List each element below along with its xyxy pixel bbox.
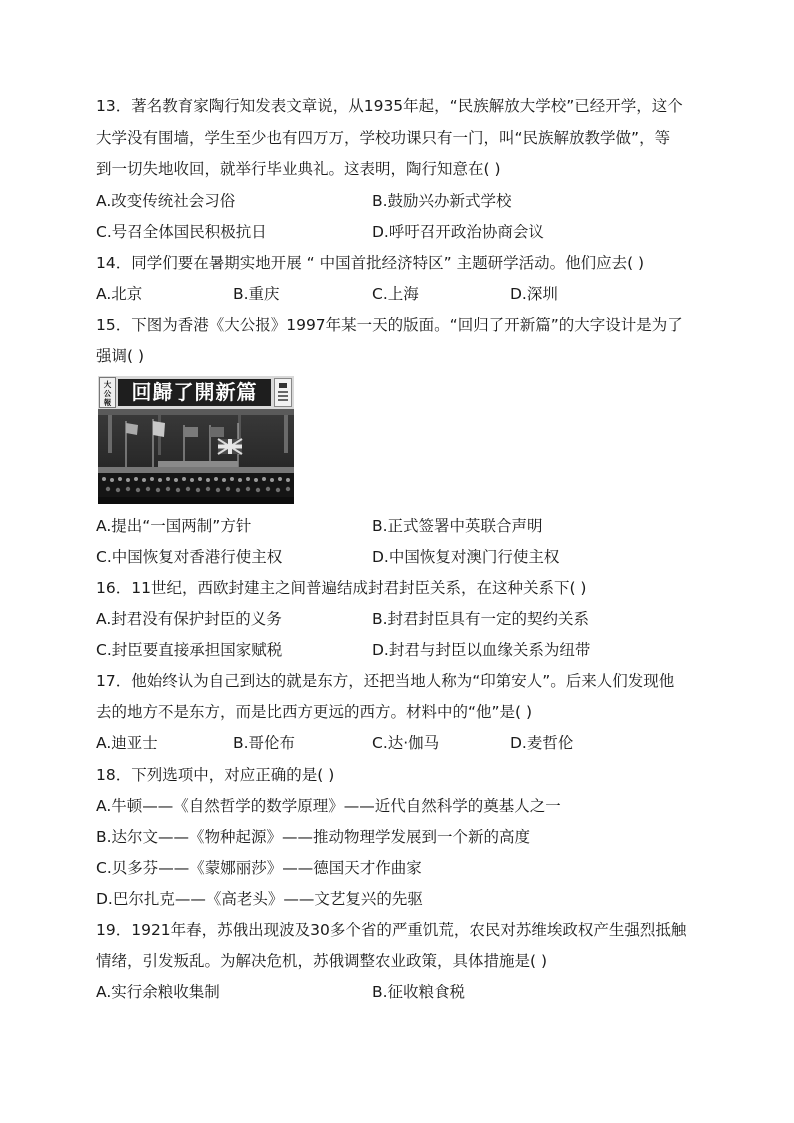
q14-option-c: C.上海	[372, 285, 419, 303]
q19-stem-line-1: 19．1921年春，苏俄出现波及30多个省的严重饥荒，农民对苏维埃政权产生强烈抵触	[96, 921, 687, 939]
q13-stem-line-2: 大学没有围墙，学生至少也有四万万，学校功课只有一门，叫“民族解放教学做”，等	[96, 129, 671, 147]
q17-option-d: D.麦哲伦	[510, 734, 574, 752]
svg-text:大: 大	[103, 380, 112, 389]
q18-option-a: A.牛顿——《自然哲学的数学原理》——近代自然科学的奠基人之一	[96, 797, 561, 815]
q16-option-c: C.封臣要直接承担国家赋税	[96, 641, 283, 659]
newspaper-header-band	[98, 376, 294, 409]
newspaper-headline: 回歸了開新篇	[131, 380, 258, 404]
q15-option-d: D.中国恢复对澳门行使主权	[372, 548, 560, 566]
q15-option-c: C.中国恢复对香港行使主权	[96, 548, 283, 566]
newspaper-side-box	[274, 378, 292, 407]
q16-option-d: D.封君与封臣以血缘关系为纽带	[372, 641, 591, 659]
q18-option-b: B.达尔文——《物种起源》——推动物理学发展到一个新的高度	[96, 828, 531, 846]
q13-option-d: D.呼吁召开政治协商会议	[372, 223, 544, 241]
q17-option-b: B.哥伦布	[233, 734, 296, 752]
q15-stem-line-2: 强调( )	[96, 347, 145, 365]
q15-option-b: B.正式签署中英联合声明	[372, 517, 543, 535]
q15-option-a: A.提出“一国两制”方针	[96, 517, 252, 535]
handover-ceremony-photo	[98, 409, 294, 504]
newspaper-masthead-logo	[99, 377, 116, 408]
q19-stem-line-2: 情绪，引发叛乱。为解决危机，苏俄调整农业政策，具体措施是( )	[96, 952, 548, 970]
q16-stem: 16．11世纪，西欧封建主之间普遍结成封君封臣关系，在这种关系下( )	[96, 579, 587, 597]
q18-option-d: D.巴尔扎克——《高老头》——文艺复兴的先驱	[96, 890, 423, 908]
q13-stem-line-3: 到一切失地收回，就举行毕业典礼。这表明，陶行知意在( )	[96, 160, 501, 178]
q13-option-b: B.鼓励兴办新式学校	[372, 192, 512, 210]
q17-stem-line-1: 17．他始终认为自己到达的就是东方，还把当地人称为“印第安人”。后来人们发现他	[96, 672, 675, 690]
svg-text:報: 報	[103, 398, 112, 407]
q19-option-b: B.征收粮食税	[372, 983, 466, 1001]
q14-option-d: D.深圳	[510, 285, 558, 303]
q16-option-a: A.封君没有保护封臣的义务	[96, 610, 282, 628]
q14-option-b: B.重庆	[233, 285, 280, 303]
newspaper-front-page-image	[98, 376, 294, 504]
q18-stem: 18．下列选项中，对应正确的是( )	[96, 766, 335, 784]
q14-stem: 14．同学们要在暑期实地开展 “ 中国首批经济特区” 主题研学活动。他们应去( )	[96, 254, 645, 272]
q13-option-c: C.号召全体国民积极抗日	[96, 223, 267, 241]
q18-option-c: C.贝多芬——《蒙娜丽莎》——德国天才作曲家	[96, 859, 422, 877]
q13-stem-line-1: 13．著名教育家陶行知发表文章说，从1935年起，“民族解放大学校”已经开学，这个	[96, 97, 683, 115]
svg-text:公: 公	[103, 389, 112, 398]
q19-option-a: A.实行余粮收集制	[96, 983, 220, 1001]
q14-option-a: A.北京	[96, 285, 143, 303]
q17-option-c: C.达·伽马	[372, 734, 440, 752]
q16-option-b: B.封君封臣具有一定的契约关系	[372, 610, 590, 628]
q17-option-a: A.迪亚士	[96, 734, 158, 752]
q13-option-a: A.改变传统社会习俗	[96, 192, 236, 210]
q17-stem-line-2: 去的地方不是东方，而是比西方更远的西方。材料中的“他”是( )	[96, 703, 533, 721]
q15-stem-line-1: 15．下图为香港《大公报》1997年某一天的版面。“回归了开新篇”的大字设计是为了	[96, 316, 683, 334]
